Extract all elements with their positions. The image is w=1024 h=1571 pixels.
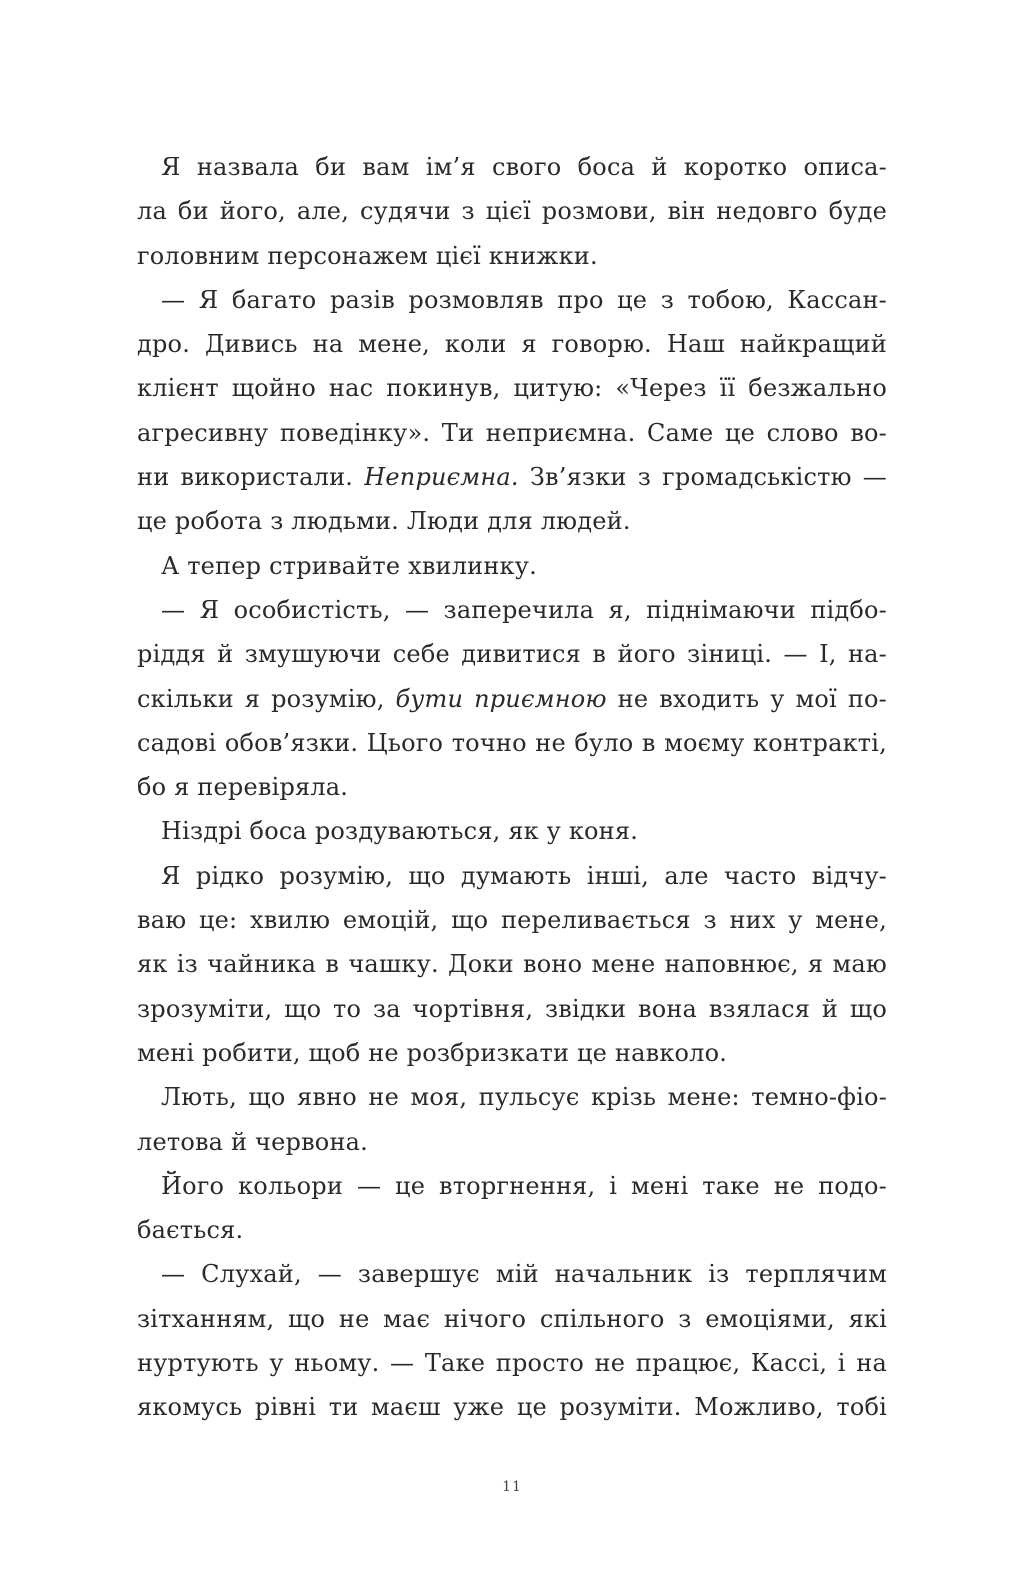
- text-line: агресивну поведінку». Ти неприємна. Саме це слово во-: [137, 418, 887, 447]
- emphasis-text: бути приємною: [395, 684, 607, 713]
- text-line: зрозуміти, що то за чортівня, звідки вона взялася й що: [137, 994, 887, 1023]
- text-line: Я рідко розумію, що думають інші, але часто відчу-: [161, 861, 887, 890]
- text-line: це робота з людьми. Люди для людей.: [137, 507, 631, 536]
- text-line: ла би його, але, судячи з цієї розмови, він недовго буде: [137, 197, 887, 226]
- text-line: мені робити, щоб не розбризкати це навколо.: [137, 1038, 728, 1067]
- text-line: Лють, що явно не моя, пульсує крізь мене: темно-фіо-: [161, 1083, 887, 1112]
- text-line: як із чайника в чашку. Доки воно мене наповнює, я маю: [137, 950, 887, 979]
- text-line: А тепер стривайте хвилинку.: [161, 551, 537, 580]
- text-line: Ніздрі боса роздуваються, як у коня.: [161, 817, 639, 846]
- text-line: головним персонажем цієї книжки.: [137, 241, 598, 270]
- text-line: ріддя й змушуючи себе дивитися в його зіниці. — І, на-: [137, 640, 887, 669]
- text-line: — Я багато разів розмовляв про це з тобою, Кассан-: [161, 285, 887, 314]
- text-line: ваю це: хвилю емоцій, що переливається з них у мене,: [137, 906, 887, 935]
- text-line: клієнт щойно нас покинув, цитую: «Через її безжально: [137, 374, 887, 403]
- body-text: [137, 145, 887, 1430]
- text-line: скільки я розумію, бути приємною не входить у мої по-: [137, 684, 887, 713]
- text-line: бо я перевіряла.: [137, 773, 349, 802]
- emphasis-text: Неприємна.: [364, 463, 519, 492]
- text-line: садові обов’язки. Цього точно не було в моєму контракті,: [137, 728, 887, 757]
- text-line: якомусь рівні ти маєш уже це розуміти. Можливо, тобі: [137, 1393, 887, 1422]
- text-line: летова й червона.: [137, 1127, 368, 1156]
- text-line: ни використали. Неприємна. Зв’язки з громадськістю —: [137, 463, 887, 492]
- text-line: нуртують у ньому. — Таке просто не працює, Кассі, і на: [137, 1349, 887, 1378]
- text-line: Його кольори — це вторгнення, і мені таке не подо-: [161, 1171, 887, 1200]
- text-line: Я назвала би вам ім’я свого боса й коротко описа-: [161, 153, 887, 181]
- page-number: 11: [502, 1479, 522, 1495]
- text-line: дро. Дивись на мене, коли я говорю. Наш найкращий: [137, 330, 887, 359]
- text-line: — Я особистість, — заперечила я, піднімаючи підбо-: [161, 595, 887, 624]
- text-line: — Слухай, — завершує мій начальник із терплячим: [161, 1260, 887, 1289]
- text-line: зітханням, що не має нічого спільного з емоціями, які: [137, 1304, 887, 1333]
- text-line: бається.: [137, 1216, 244, 1245]
